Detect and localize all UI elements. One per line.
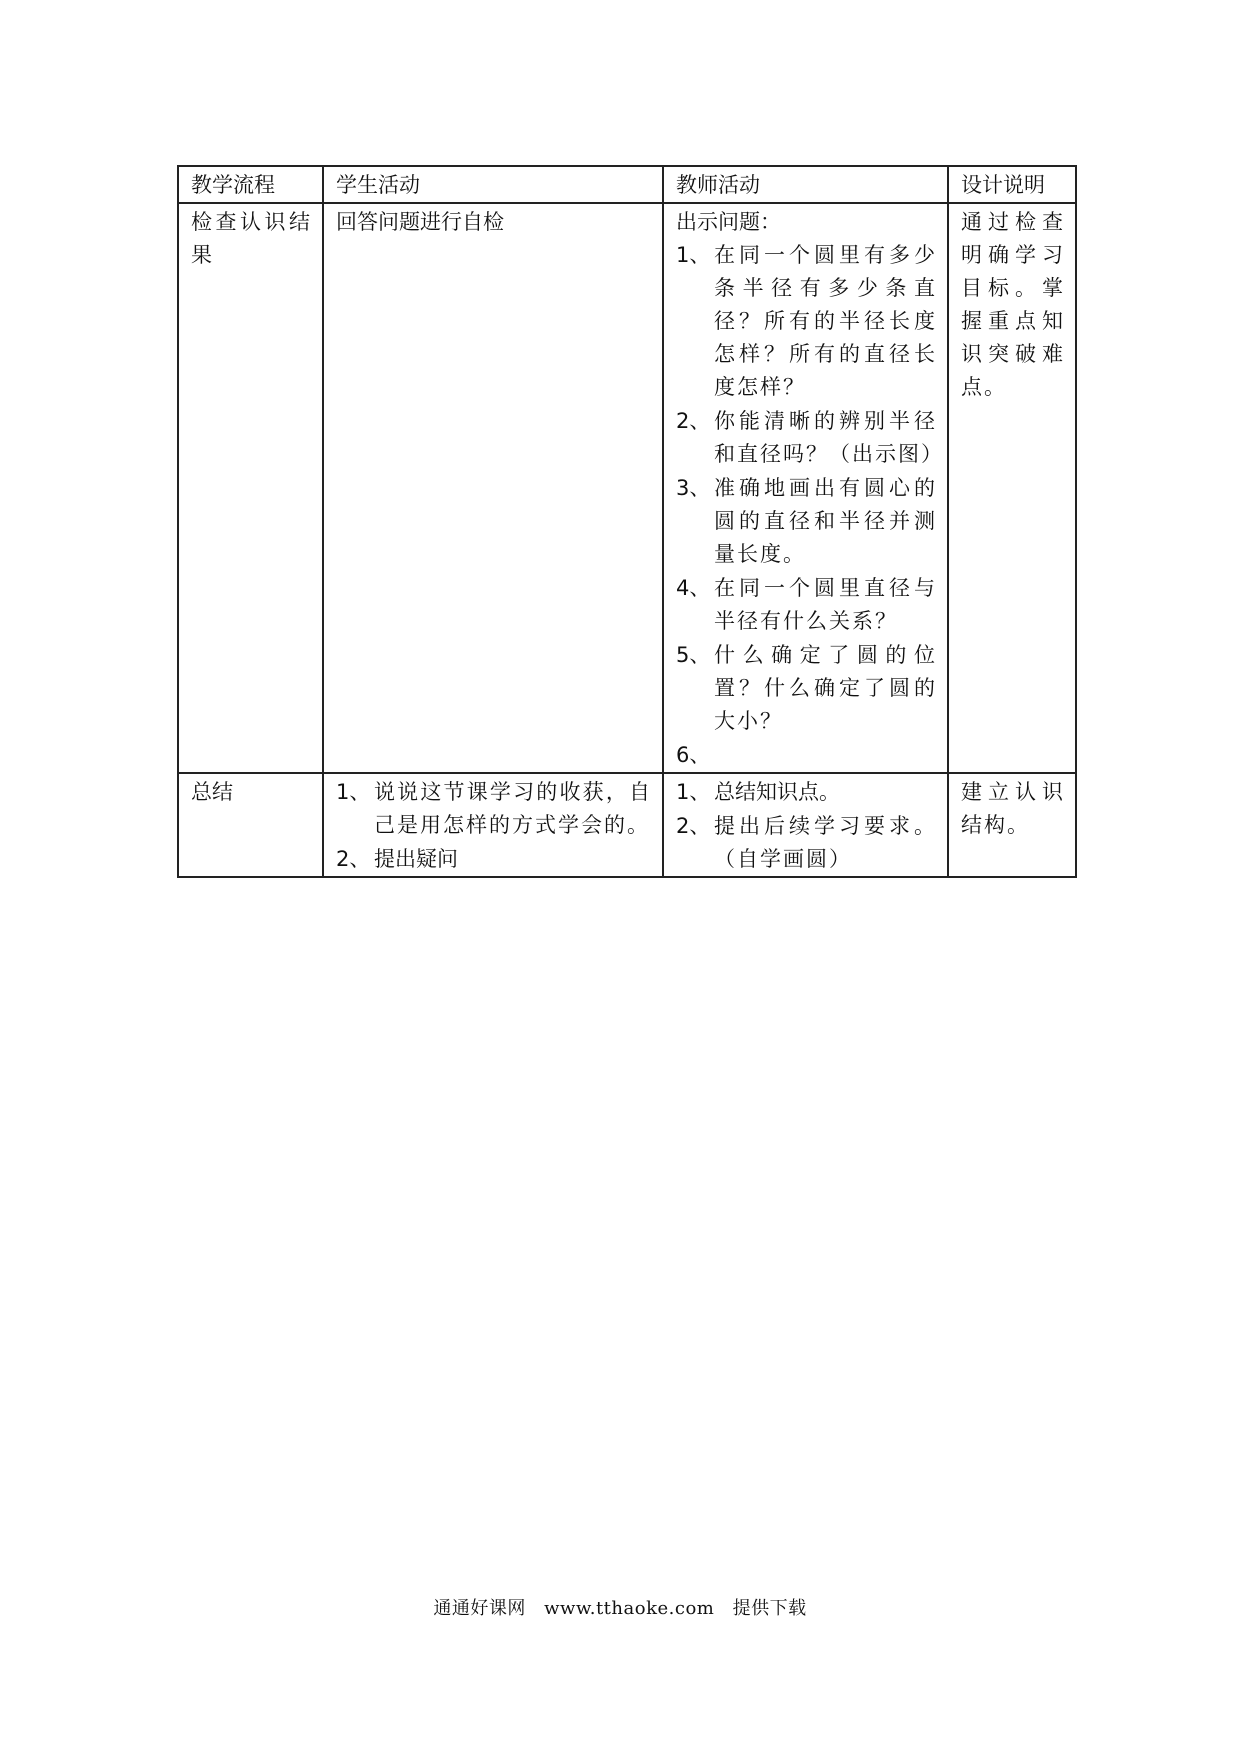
list-item-text <box>714 739 937 772</box>
list-item-number: 6、 <box>676 743 711 767</box>
list-item <box>336 843 652 876</box>
footer-note: 提供下载 <box>732 1598 807 1619</box>
list-item-number: 3、 <box>676 476 711 500</box>
footer-url: www.tthaoke.com <box>544 1598 715 1619</box>
header-teacher-activity: 教师活动 <box>663 166 948 203</box>
list-item-number: 2、 <box>676 814 711 838</box>
student-cell-check: 回答问题进行自检 <box>323 203 663 773</box>
flow-cell-summary: 总结 <box>178 773 323 877</box>
list-item-number: 1、 <box>676 243 711 267</box>
header-teaching-flow: 教学流程 <box>178 166 323 203</box>
list-item-number: 2、 <box>336 847 371 871</box>
list-item <box>336 776 652 842</box>
list-item-text: 在同一个圆里直径与半径有什么关系？ <box>714 576 937 633</box>
list-item <box>676 572 937 638</box>
design-cell-check: 通过检查明确学习目标。掌握重点知识突破难点。 <box>948 203 1076 773</box>
flow-cell-check: 检查认识结果 <box>178 203 323 773</box>
teacher-summary-list <box>676 776 937 876</box>
list-item-number: 1、 <box>336 780 371 804</box>
footer-site-name: 通通好课网 <box>433 1598 526 1619</box>
list-item-text: 什么确定了圆的位置？什么确定了圆的大小？ <box>714 643 937 733</box>
student-cell-summary <box>323 773 663 877</box>
list-item-number: 4、 <box>676 576 711 600</box>
list-item-text: 提出疑问 <box>374 847 458 871</box>
teacher-question-list <box>676 239 944 772</box>
list-item-number: 2、 <box>676 409 711 433</box>
list-item <box>676 239 937 404</box>
list-item-text: 你能清晰的辨别半径和直径吗？（出示图） <box>714 409 944 466</box>
lesson-plan-table <box>177 165 1077 878</box>
list-item-text: 提出后续学习要求。（自学画圆） <box>714 814 937 871</box>
header-design-notes: 设计说明 <box>948 166 1076 203</box>
list-item <box>676 405 944 471</box>
student-activity-list <box>336 776 652 876</box>
design-cell-summary: 建立认识结构。 <box>948 773 1076 877</box>
table-row <box>178 203 1076 773</box>
list-item-text: 说说这节课学习的收获，自己是用怎样的方式学会的。 <box>374 780 652 837</box>
teacher-intro-text: 出示问题： <box>676 210 781 234</box>
list-item-number: 5、 <box>676 643 711 667</box>
list-item-text: 在同一个圆里有多少条半径有多少条直径？所有的半径长度怎样？所有的直径长度怎样？ <box>714 243 937 399</box>
list-item <box>676 639 937 738</box>
list-item-number: 1、 <box>676 780 711 804</box>
header-student-activity: 学生活动 <box>323 166 663 203</box>
list-item <box>676 472 937 571</box>
list-item <box>676 810 937 876</box>
list-item-text: 准确地画出有圆心的圆的直径和半径并测量长度。 <box>714 476 937 566</box>
teacher-cell-check <box>663 203 948 773</box>
list-item <box>676 776 937 809</box>
table-header-row <box>178 166 1076 203</box>
page-footer <box>0 1594 1240 1620</box>
list-item-text: 总结知识点。 <box>714 780 840 804</box>
teacher-cell-summary <box>663 773 948 877</box>
table-row <box>178 773 1076 877</box>
list-item <box>676 739 937 772</box>
